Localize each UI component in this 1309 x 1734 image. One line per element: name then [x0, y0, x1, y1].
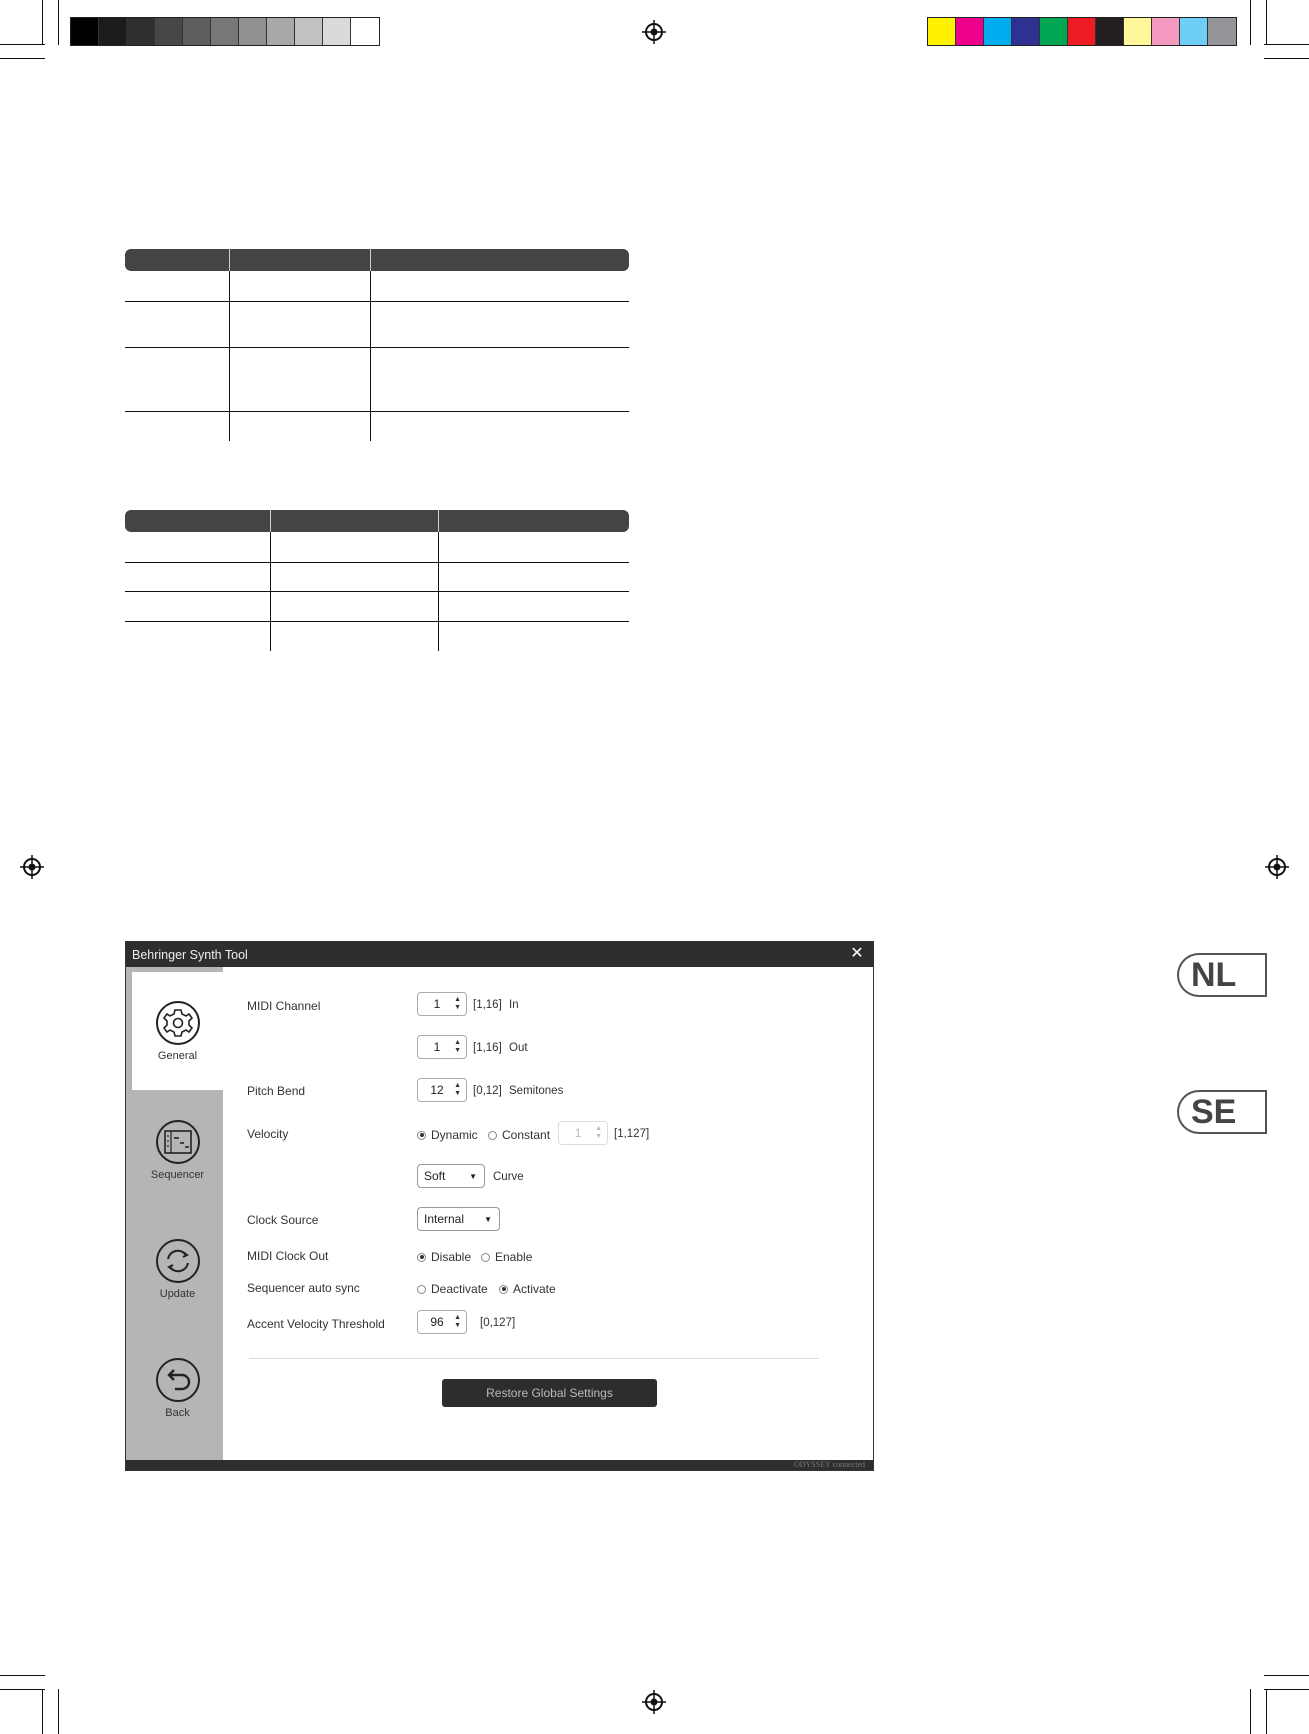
table-row — [125, 562, 629, 563]
midi-channel-in-range: [1,16] — [473, 999, 502, 1011]
crop-mark — [0, 58, 45, 59]
accent-velocity-range: [0,127] — [480, 1317, 516, 1329]
color-swatch — [239, 18, 267, 45]
pitch-bend-label: Pitch Bend — [247, 1084, 306, 1098]
midi-channel-label: MIDI Channel — [247, 999, 321, 1013]
color-swatch — [1180, 18, 1208, 45]
registration-mark-icon — [1265, 855, 1289, 879]
nav-general[interactable] — [132, 972, 223, 1090]
language-tab-label: SE — [1191, 1092, 1237, 1131]
table-divider — [229, 249, 230, 271]
crop-mark — [1264, 44, 1309, 45]
synth-tool-window — [125, 941, 874, 1471]
color-swatch — [155, 18, 183, 45]
velocity-label: Velocity — [247, 1127, 289, 1141]
language-tab-nl — [1177, 953, 1267, 997]
stepper-value: 96 — [430, 1315, 444, 1329]
radio-dot — [499, 1285, 508, 1294]
midi-clock-out-label: MIDI Clock Out — [247, 1249, 329, 1263]
refresh-icon — [155, 1238, 201, 1284]
restore-global-settings-button[interactable] — [442, 1379, 657, 1407]
midi-channel-out-range: [1,16] — [473, 1042, 502, 1054]
status-bar — [126, 1460, 873, 1470]
registration-mark-icon — [20, 855, 44, 879]
table-row — [125, 591, 629, 592]
table-1 — [125, 249, 629, 441]
crop-mark — [1264, 1675, 1309, 1676]
color-swatch — [351, 18, 379, 45]
table-divider — [229, 271, 230, 441]
pitch-bend-stepper[interactable] — [417, 1078, 467, 1102]
color-swatch — [127, 18, 155, 45]
language-tab-se — [1177, 1090, 1267, 1134]
table-divider — [370, 249, 371, 271]
color-swatch — [183, 18, 211, 45]
table-row — [125, 347, 629, 348]
window-title: Behringer Synth Tool — [132, 947, 248, 962]
radio-dot — [417, 1253, 426, 1262]
back-arrow-icon — [155, 1357, 201, 1403]
crop-mark — [1250, 0, 1251, 45]
accent-velocity-stepper[interactable] — [417, 1310, 467, 1334]
radio-label: Activate — [513, 1282, 556, 1296]
color-swatch — [323, 18, 351, 45]
midi-channel-in-stepper[interactable] — [417, 992, 467, 1016]
color-swatch — [267, 18, 295, 45]
language-tab-label: NL — [1191, 955, 1237, 994]
table-divider — [438, 510, 439, 532]
select-value: Soft — [424, 1169, 446, 1183]
midi-clock-out-enable-radio[interactable] — [481, 1250, 532, 1264]
stepper-arrows-icon[interactable]: ▲ ▼ — [454, 1314, 461, 1329]
velocity-curve-label: Curve — [493, 1171, 524, 1183]
velocity-dynamic-radio[interactable] — [417, 1128, 478, 1142]
crop-mark — [1264, 1689, 1309, 1690]
button-label: Restore Global Settings — [486, 1386, 613, 1400]
chevron-down-icon: ▼ — [484, 1215, 492, 1224]
sequencer-icon — [155, 1119, 201, 1165]
crop-mark — [42, 0, 43, 45]
crop-mark — [0, 1689, 45, 1690]
color-swatch — [1040, 18, 1068, 45]
velocity-constant-range: [1,127] — [614, 1128, 650, 1140]
stepper-arrows-icon[interactable]: ▲ ▼ — [454, 1039, 461, 1054]
select-value: Internal — [424, 1212, 465, 1226]
sequencer-auto-sync-label: Sequencer auto sync — [247, 1281, 360, 1295]
auto-sync-deactivate-radio[interactable] — [417, 1282, 488, 1296]
table-2 — [125, 510, 629, 651]
radio-label: Disable — [431, 1250, 472, 1264]
radio-dot — [417, 1131, 426, 1140]
velocity-curve-select[interactable] — [417, 1164, 485, 1188]
color-swatch — [1124, 18, 1152, 45]
radio-label: Constant — [502, 1128, 551, 1142]
radio-dot — [488, 1131, 497, 1140]
table-divider — [370, 271, 371, 441]
auto-sync-activate-radio[interactable] — [499, 1282, 556, 1296]
color-swatch — [1068, 18, 1096, 45]
close-icon[interactable]: ✕ — [850, 945, 864, 962]
midi-clock-out-disable-radio[interactable] — [417, 1250, 471, 1264]
stepper-value: 12 — [430, 1083, 444, 1097]
pitch-bend-range: [0,12] — [473, 1085, 502, 1097]
connection-status: ODYSSEY connected — [793, 1460, 865, 1469]
crop-mark — [58, 1689, 59, 1734]
table-divider — [270, 510, 271, 532]
radio-dot — [481, 1253, 490, 1262]
color-swatch — [928, 18, 956, 45]
process-color-bar — [927, 17, 1237, 46]
radio-label: Deactivate — [431, 1282, 488, 1296]
divider — [249, 1358, 819, 1359]
crop-mark — [1266, 1689, 1267, 1734]
grayscale-color-bar — [70, 17, 380, 46]
stepper-arrows-icon[interactable]: ▲ ▼ — [454, 1082, 461, 1097]
radio-label: Enable — [495, 1250, 533, 1264]
crop-mark — [0, 1675, 45, 1676]
registration-mark-icon — [642, 1690, 666, 1714]
crop-mark — [0, 44, 45, 45]
table-row — [125, 621, 629, 622]
title-bar — [126, 942, 873, 967]
nav-back[interactable] — [132, 1329, 223, 1447]
velocity-constant-radio[interactable] — [488, 1128, 550, 1142]
color-swatch — [295, 18, 323, 45]
midi-channel-out-label: Out — [509, 1042, 528, 1054]
nav-label: Update — [159, 1288, 196, 1300]
color-swatch — [1152, 18, 1180, 45]
velocity-constant-stepper[interactable] — [558, 1121, 608, 1145]
nav-label: Back — [165, 1407, 190, 1419]
clock-source-label: Clock Source — [247, 1213, 319, 1227]
nav-label: Sequencer — [150, 1169, 205, 1181]
color-swatch — [956, 18, 984, 45]
midi-channel-in-label: In — [509, 999, 519, 1011]
sidebar — [126, 967, 223, 1460]
color-swatch — [1096, 18, 1124, 45]
crop-mark — [1250, 1689, 1251, 1734]
stepper-arrows-icon[interactable]: ▲ ▼ — [454, 996, 461, 1011]
table-row — [125, 411, 629, 412]
pitch-bend-unit: Semitones — [509, 1085, 564, 1097]
radio-label: Dynamic — [431, 1128, 478, 1142]
gear-icon — [155, 1000, 201, 1046]
nav-update[interactable] — [132, 1210, 223, 1328]
crop-mark — [1264, 58, 1309, 59]
table-header — [125, 249, 629, 271]
stepper-value: 1 — [433, 997, 441, 1011]
table-row — [125, 301, 629, 302]
color-swatch — [99, 18, 127, 45]
chevron-down-icon: ▼ — [469, 1172, 477, 1181]
color-swatch — [1012, 18, 1040, 45]
clock-source-select[interactable] — [417, 1207, 500, 1231]
stepper-value: 1 — [433, 1040, 441, 1054]
crop-mark — [1266, 0, 1267, 45]
crop-mark — [58, 0, 59, 45]
color-swatch — [1208, 18, 1236, 45]
midi-channel-out-stepper[interactable] — [417, 1035, 467, 1059]
color-swatch — [211, 18, 239, 45]
radio-dot — [417, 1285, 426, 1294]
accent-velocity-label: Accent Velocity Threshold — [247, 1317, 385, 1331]
table-header — [125, 510, 629, 532]
color-swatch — [984, 18, 1012, 45]
nav-label: General — [157, 1050, 198, 1062]
stepper-arrows-icon[interactable]: ▲ ▼ — [595, 1125, 602, 1140]
stepper-value: 1 — [574, 1126, 582, 1140]
registration-mark-icon — [642, 20, 666, 44]
nav-sequencer[interactable] — [132, 1091, 223, 1209]
crop-mark — [42, 1689, 43, 1734]
color-swatch — [71, 18, 99, 45]
